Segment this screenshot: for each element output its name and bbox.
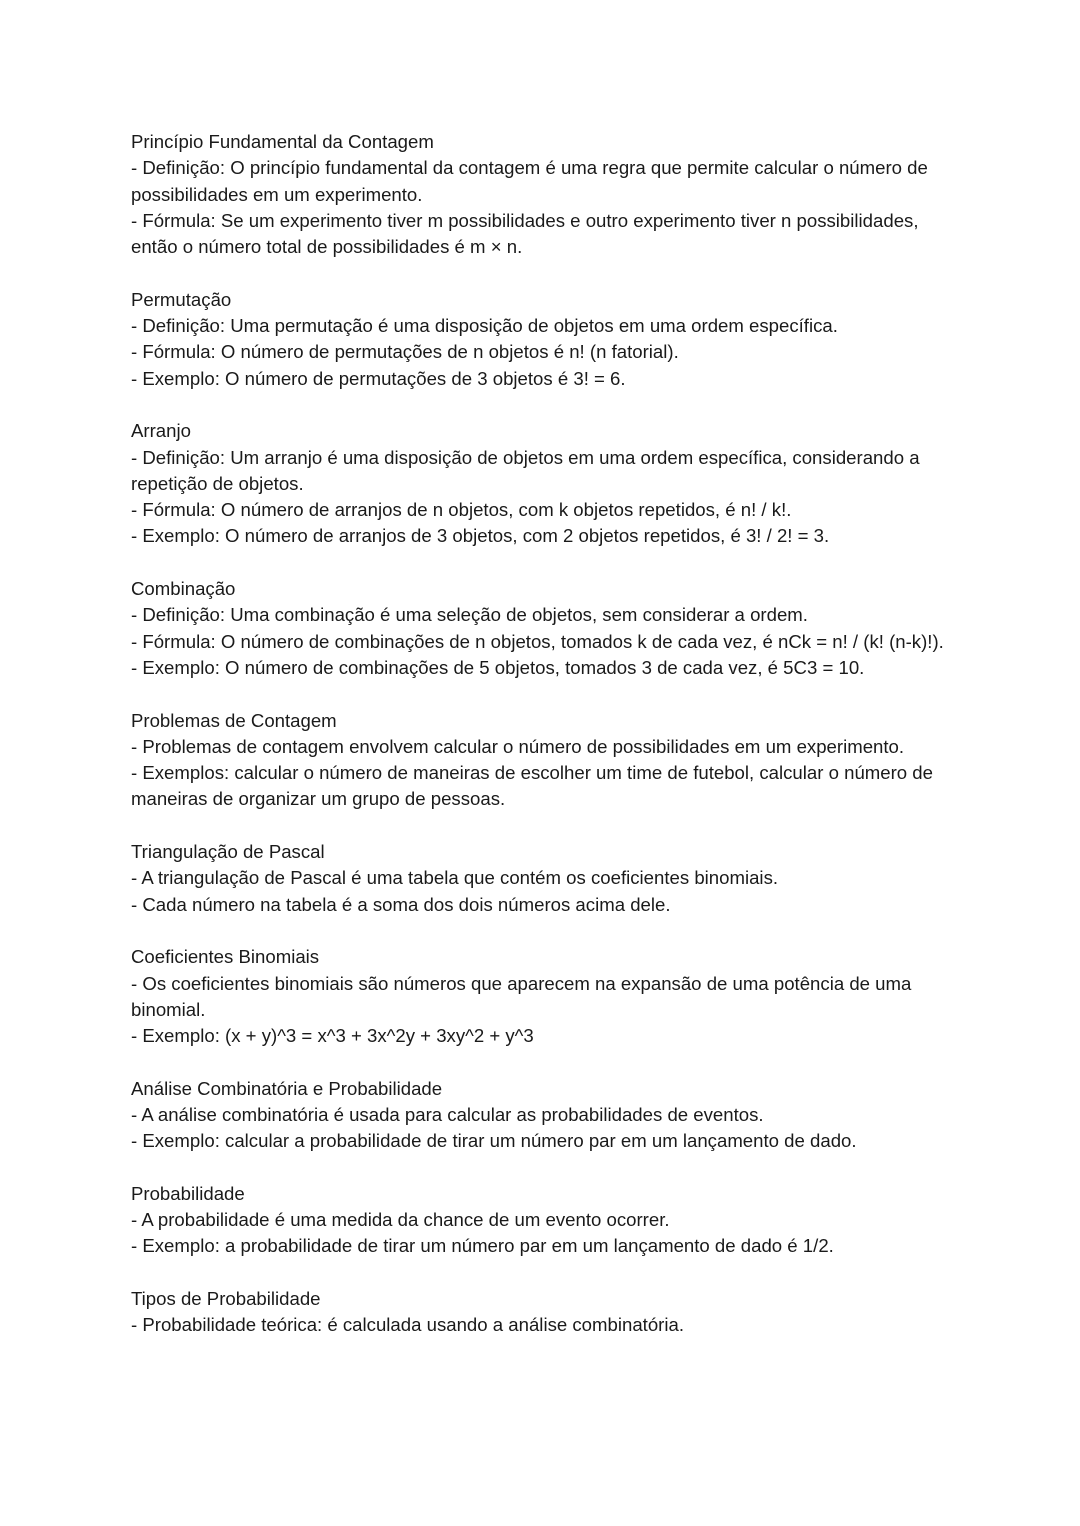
section-line: - Problemas de contagem envolvem calcular o número de possibilidades em um experimento.	[131, 735, 905, 757]
section-line: - Os coeficientes binomiais são números que aparecem na expansão de uma potência de uma binomial.	[131, 972, 912, 1020]
section-line: - Fórmula: O número de permutações de n objetos é n! (n fatorial).	[131, 341, 679, 363]
section-line: - Definição: O princípio fundamental da contagem é uma regra que permite calcular o número de possibilidades em um experimento.	[131, 157, 928, 205]
section-triangulacao-pascal	[131, 839, 951, 918]
section-title: Princípio Fundamental da Contagem	[131, 131, 434, 152]
section-permutacao	[131, 287, 951, 392]
section-title: Combinação	[131, 578, 236, 600]
section-title: Probabilidade	[131, 1182, 245, 1204]
section-arranjo	[131, 418, 951, 549]
section-line: - A probabilidade é uma medida da chance de um evento ocorrer.	[131, 1209, 670, 1231]
section-line: - Exemplo: O número de permutações de 3 objetos é 3! = 6.	[131, 367, 626, 389]
section-title: Arranjo	[131, 420, 191, 442]
section-line: - Cada número na tabela é a soma dos dois números acima dele.	[131, 893, 671, 915]
section-line: - A triangulação de Pascal é uma tabela que contém os coeficientes binomiais.	[131, 867, 779, 889]
section-title: Problemas de Contagem	[131, 709, 337, 731]
section-line: - Exemplo: calcular a probabilidade de tirar um número par em um lançamento de dado.	[131, 1130, 857, 1152]
section-line: - Fórmula: Se um experimento tiver m possibilidades e outro experimento tiver n possibilidades, então o número total de possibilidades é m × n.	[131, 209, 919, 258]
section-line: - Exemplo: a probabilidade de tirar um número par em um lançamento de dado é 1/2.	[131, 1235, 834, 1257]
section-line: - A análise combinatória é usada para calcular as probabilidades de eventos.	[131, 1103, 764, 1125]
section-line: - Exemplo: O número de combinações de 5 objetos, tomados 3 de cada vez, é 5C3 = 10.	[131, 656, 865, 678]
section-line: - Probabilidade teórica: é calculada usando a análise combinatória.	[131, 1314, 684, 1336]
document-body	[131, 129, 951, 1365]
section-line: - Fórmula: O número de combinações de n objetos, tomados k de cada vez, é nCk = n! / (k! (n-k)!).	[131, 630, 944, 652]
section-line: - Fórmula: O número de arranjos de n objetos, com k objetos repetidos, é n! / k!.	[131, 499, 792, 521]
section-line: - Exemplos: calcular o número de maneiras de escolher um time de futebol, calcular o número de maneiras de organizar um grupo de pessoas.	[131, 762, 933, 810]
section-line: - Definição: Uma combinação é uma seleção de objetos, sem considerar a ordem.	[131, 604, 808, 626]
section-principio-fundamental	[131, 129, 951, 260]
section-tipos-probabilidade	[131, 1286, 951, 1339]
section-combinacao	[131, 576, 951, 681]
section-title: Coeficientes Binomiais	[131, 946, 320, 968]
section-analise-combinatoria	[131, 1076, 951, 1155]
section-title: Permutação	[131, 288, 232, 310]
section-line: - Exemplo: O número de arranjos de 3 objetos, com 2 objetos repetidos, é 3! / 2! = 3.	[131, 525, 830, 547]
section-problemas-contagem	[131, 708, 951, 813]
section-coeficientes-binomiais	[131, 944, 951, 1049]
section-title: Triangulação de Pascal	[131, 841, 325, 863]
section-line: - Definição: Um arranjo é uma disposição de objetos em uma ordem específica, considerando a repetição de objetos.	[131, 446, 920, 494]
section-line: - Exemplo: (x + y)^3 = x^3 + 3x^2y + 3xy^2 + y^3	[131, 1025, 534, 1047]
section-title: Tipos de Probabilidade	[131, 1288, 321, 1310]
section-title: Análise Combinatória e Probabilidade	[131, 1077, 443, 1099]
section-probabilidade	[131, 1181, 951, 1260]
section-line: - Definição: Uma permutação é uma disposição de objetos em uma ordem específica.	[131, 315, 838, 337]
